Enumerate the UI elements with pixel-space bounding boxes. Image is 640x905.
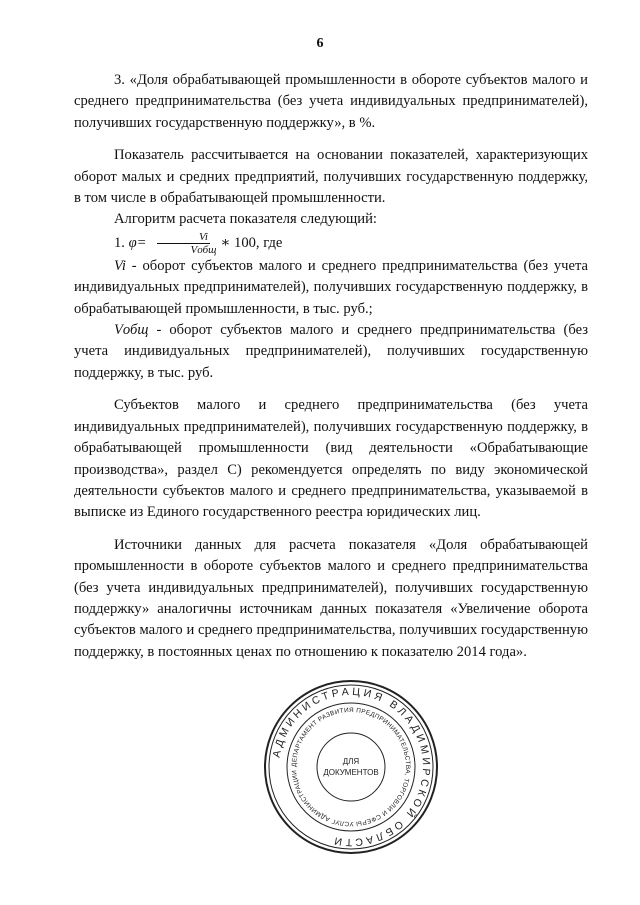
paragraph-data-sources: Источники данных для расчета показателя «Доля обрабатывающей промышленности в обороте субъектов малого и среднего предпринимательства (без учета индивидуальных предпринимателей), получивших государственную поддержку» аналогичны источникам данных показателя «Увеличение оборота субъектов малого и среднего предпринимательства, получивших государственную поддержку, в постоянных ценах по отношению к показателю 2014 года». <box>74 536 588 660</box>
paragraph-calculation-basis: Показатель рассчитывается на основании показателей, характеризующих оборот малых и средних предприятий, получивших государственную поддержку, в том числе в обрабатывающей промышленности. <box>74 147 588 207</box>
vobsh-text: - оборот субъектов малого и среднего предпринимательства (без учета индивидуальных предпринимателей), получивших государственную поддержку, в тыс. руб. <box>74 322 588 381</box>
stamp-inner-ring-text: ДЕПАРТАМЕНТ РАЗВИТИЯ ПРЕДПРИНИМАТЕЛЬСТВА, ТОРГОВЛИ И СФЕРЫ УСЛУГ АДМИНИСТРАЦИИ <box>290 706 412 828</box>
formula-line <box>74 231 588 256</box>
paragraph-classification: Субъектов малого и среднего предпринимательства (без учета индивидуальных предпринимателей), получивших государственную поддержку, в обрабатывающей промышленности (вид деятельности «Обрабатывающие производства», раздел C) рекомендуется определять по виду экономической деятельности субъектов малого и среднего предпринимательства, указываемой в выписке из Единого государственного реестра юридических лиц. <box>74 397 588 521</box>
formula-fraction <box>149 231 219 256</box>
official-stamp <box>262 678 440 856</box>
definition-vi <box>74 256 588 320</box>
vi-symbol: Vi <box>114 257 126 274</box>
vi-text: - оборот субъектов малого и среднего предпринимательства (без учета индивидуальных предпринимателей), получивших государственную поддержку, в обрабатывающей промышленности, в тыс. руб.; <box>74 257 588 317</box>
stamp-seal <box>262 678 440 856</box>
formula-numerator: Vi <box>157 231 210 244</box>
vobsh-symbol: Vобщ <box>114 322 149 339</box>
stamp-center-line2: ДОКУМЕНТОВ <box>323 768 379 777</box>
paragraph-algorithm-intro: Алгоритм расчета показателя следующий: <box>114 211 377 228</box>
formula-denominator: Vобщ <box>190 243 217 256</box>
formula-phi: φ= <box>128 234 147 251</box>
paragraph-indicator-title: 3. «Доля обрабатывающей промышленности в обороте субъектов малого и среднего предпринимательства (без учета индивидуальных предпринимателей), получивших государственную поддержку», в %. <box>74 72 588 131</box>
stamp-outer-ring-text: АДМИНИСТРАЦИЯ ВЛАДИМИРСКОЙ ОБЛАСТИ <box>270 685 433 849</box>
stamp-center-line1: ДЛЯ <box>342 757 360 766</box>
formula-number: 1. <box>114 234 125 251</box>
document-body <box>74 70 588 663</box>
formula-multiplier: ∗ 100, где <box>220 234 283 251</box>
definition-vobsh <box>74 320 588 384</box>
page-number: 6 <box>316 36 324 51</box>
